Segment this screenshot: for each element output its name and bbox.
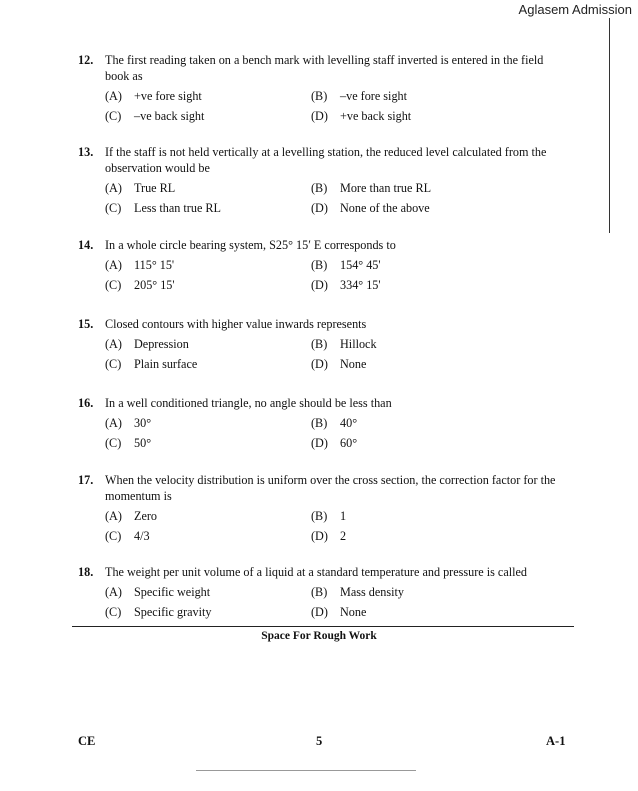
- option-text: 4/3: [134, 529, 150, 543]
- option-text: +ve back sight: [340, 109, 412, 123]
- question-17: [78, 472, 570, 544]
- option-letter: (B): [311, 181, 328, 195]
- option-text: None: [340, 357, 367, 371]
- option-letter: (C): [105, 109, 122, 123]
- option-a: [105, 584, 311, 600]
- option-text: +ve fore sight: [134, 89, 202, 103]
- question-text: The weight per unit volume of a liquid at a standard temperature and pressure is called: [105, 565, 528, 579]
- question-14: [78, 237, 570, 293]
- option-b: [311, 415, 531, 431]
- option-text: True RL: [134, 181, 176, 195]
- option-b: [311, 584, 531, 600]
- option-letter: (C): [105, 278, 122, 292]
- option-text: –ve back sight: [134, 109, 205, 123]
- footer-booklet-code: A-1: [546, 734, 566, 748]
- option-letter: (A): [105, 509, 122, 523]
- option-a: [105, 88, 311, 104]
- option-b: [311, 180, 531, 196]
- option-letter: (C): [105, 357, 122, 371]
- question-text: In a well conditioned triangle, no angle should be less than: [105, 396, 392, 410]
- option-letter: (D): [311, 529, 328, 543]
- bottom-divider: [196, 770, 416, 771]
- option-letter: (D): [311, 109, 328, 123]
- margin-line: [609, 18, 610, 233]
- option-a: [105, 336, 311, 352]
- option-text: Depression: [134, 337, 189, 351]
- option-a: [105, 180, 311, 196]
- option-text: Specific weight: [134, 585, 211, 599]
- question-text: If the staff is not held vertically at a levelling station, the reduced level calculated from the observation would be: [105, 145, 547, 175]
- option-text: 50°: [134, 436, 152, 450]
- option-c: [105, 356, 311, 372]
- question-number: 15.: [78, 317, 94, 331]
- option-text: 1: [340, 509, 347, 523]
- question-text: In a whole circle bearing system, S25° 15′ E corresponds to: [105, 238, 396, 252]
- option-text: 2: [340, 529, 347, 543]
- question-18: [78, 564, 570, 620]
- question-number: 14.: [78, 238, 94, 252]
- option-letter: (A): [105, 181, 122, 195]
- question-13: [78, 144, 570, 216]
- option-letter: (A): [105, 416, 122, 430]
- question-16: [78, 395, 570, 451]
- option-text: 115° 15': [134, 258, 175, 272]
- footer-subject-code: CE: [78, 734, 96, 748]
- option-d: [311, 356, 531, 372]
- option-c: [105, 435, 311, 451]
- question-number: 13.: [78, 145, 94, 159]
- option-text: 205° 15': [134, 278, 175, 292]
- question-number: 16.: [78, 396, 94, 410]
- option-c: [105, 200, 311, 216]
- question-number: 17.: [78, 473, 94, 487]
- question-text: Closed contours with higher value inwards represents: [105, 317, 367, 331]
- option-letter: (B): [311, 509, 328, 523]
- option-b: [311, 88, 531, 104]
- option-text: More than true RL: [340, 181, 432, 195]
- option-d: [311, 277, 531, 293]
- option-letter: (A): [105, 337, 122, 351]
- option-text: Specific gravity: [134, 605, 212, 619]
- option-letter: (B): [311, 585, 328, 599]
- question-15: [78, 316, 570, 372]
- option-text: 30°: [134, 416, 152, 430]
- option-letter: (D): [311, 357, 328, 371]
- option-text: 40°: [340, 416, 358, 430]
- option-text: 60°: [340, 436, 358, 450]
- option-text: Less than true RL: [134, 201, 221, 215]
- option-letter: (C): [105, 529, 122, 543]
- option-letter: (A): [105, 585, 122, 599]
- option-text: 154° 45': [340, 258, 381, 272]
- option-d: [311, 200, 531, 216]
- option-a: [105, 257, 311, 273]
- divider: [72, 626, 574, 627]
- option-a: [105, 415, 311, 431]
- option-c: [105, 277, 311, 293]
- option-c: [105, 528, 311, 544]
- option-letter: (C): [105, 201, 122, 215]
- option-letter: (B): [311, 258, 328, 272]
- option-letter: (B): [311, 337, 328, 351]
- option-b: [311, 257, 531, 273]
- option-letter: (C): [105, 605, 122, 619]
- option-d: [311, 528, 531, 544]
- option-d: [311, 435, 531, 451]
- option-a: [105, 508, 311, 524]
- rough-work-heading: Space For Rough Work: [261, 630, 377, 642]
- option-letter: (D): [311, 201, 328, 215]
- option-text: Mass density: [340, 585, 404, 599]
- option-text: Plain surface: [134, 357, 198, 371]
- question-number: 12.: [78, 53, 94, 67]
- option-b: [311, 336, 531, 352]
- option-text: 334° 15': [340, 278, 381, 292]
- option-d: [311, 108, 531, 124]
- question-12: [78, 52, 570, 124]
- option-text: None: [340, 605, 367, 619]
- option-text: Zero: [134, 509, 158, 523]
- option-letter: (B): [311, 416, 328, 430]
- page-number: 5: [316, 734, 323, 748]
- option-letter: (D): [311, 436, 328, 450]
- question-number: 18.: [78, 565, 94, 579]
- watermark: Aglasem Admission: [518, 2, 632, 17]
- option-letter: (A): [105, 258, 122, 272]
- question-text: The first reading taken on a bench mark with levelling staff inverted is entered in the field book as: [105, 53, 544, 83]
- option-c: [105, 108, 311, 124]
- option-letter: (B): [311, 89, 328, 103]
- question-text: When the velocity distribution is uniform over the cross section, the correction factor for the momentum is: [105, 473, 556, 503]
- option-text: None of the above: [340, 201, 430, 215]
- option-letter: (D): [311, 278, 328, 292]
- option-c: [105, 604, 311, 620]
- option-letter: (A): [105, 89, 122, 103]
- option-letter: (C): [105, 436, 122, 450]
- option-text: –ve fore sight: [340, 89, 408, 103]
- option-b: [311, 508, 531, 524]
- option-d: [311, 604, 531, 620]
- option-text: Hillock: [340, 337, 377, 351]
- option-letter: (D): [311, 605, 328, 619]
